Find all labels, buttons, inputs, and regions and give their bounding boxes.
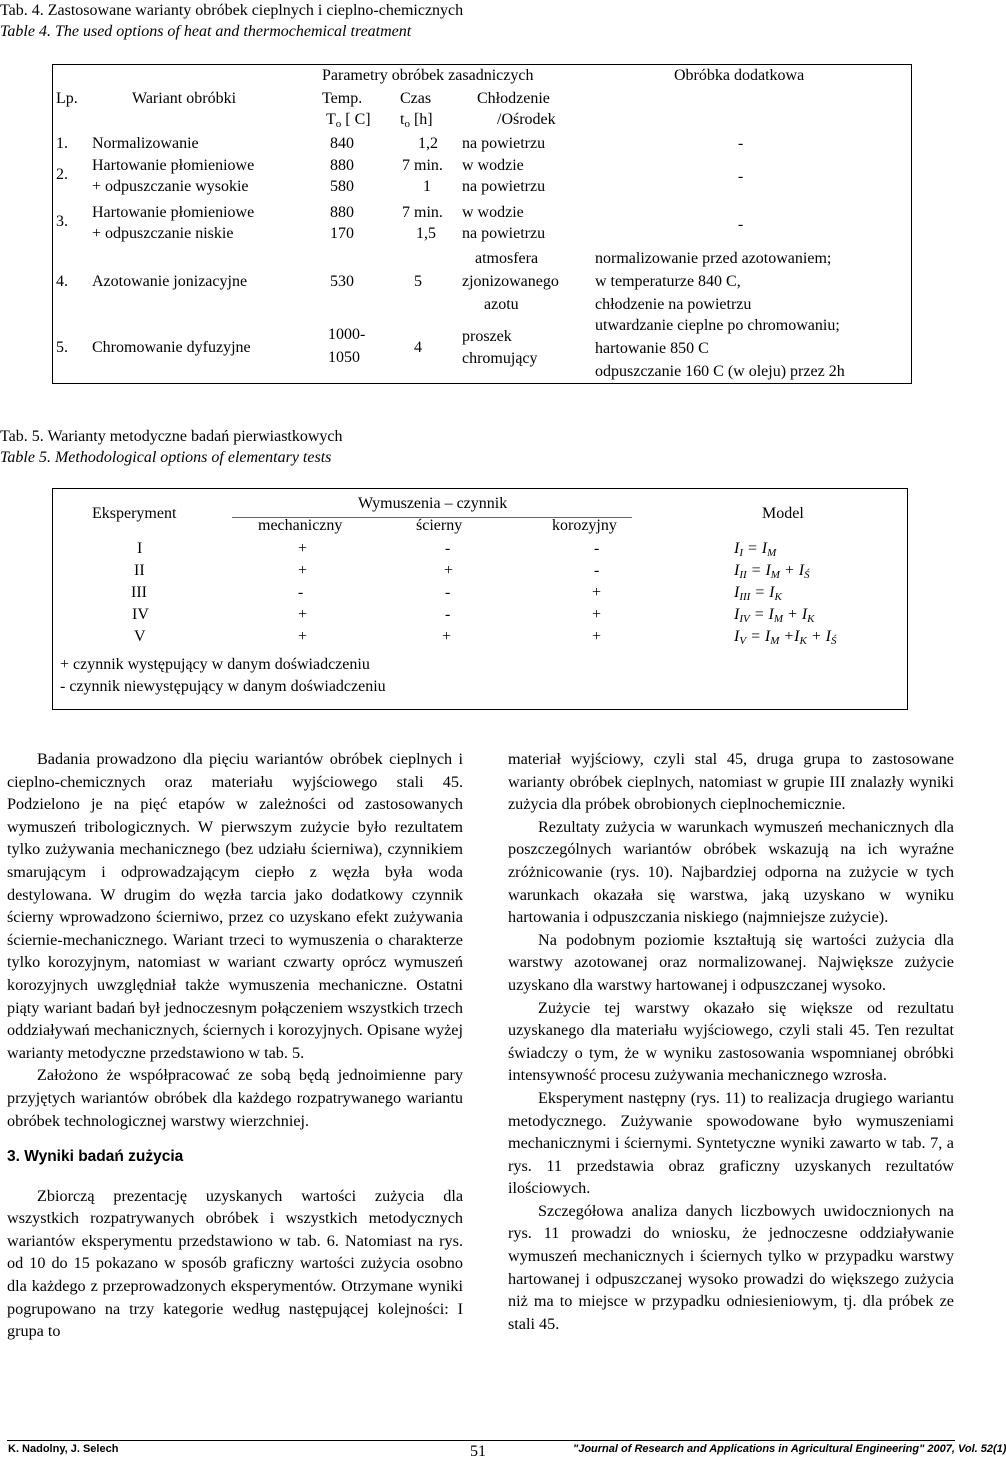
row4-name: Azotowanie jonizacyjne — [92, 273, 248, 290]
row4-time: 5 — [414, 273, 422, 290]
exp-row-2-k: - — [594, 562, 600, 579]
row2-cool-1: w wodzie — [462, 157, 524, 174]
row4-cool-1: atmosfera — [475, 250, 539, 267]
header-mechaniczny: mechaniczny — [258, 517, 343, 534]
row1-name: Normalizowanie — [92, 135, 199, 152]
row4-extra-3: chłodzenie na powietrzu — [595, 296, 752, 313]
row5-temp-2: 1050 — [328, 349, 360, 366]
exp-row-3-s: - — [445, 584, 451, 601]
row3-time-2: 1,5 — [416, 225, 436, 242]
row3-cool-1: w wodzie — [462, 204, 524, 221]
row3-time-1: 7 min. — [402, 204, 443, 221]
exp-row-4-m: + — [298, 606, 308, 623]
exp-row-5-s: + — [442, 628, 452, 645]
legend-plus: + czynnik występujący w danym doświadczeniu — [60, 656, 370, 673]
exp-row-3-k: + — [592, 584, 602, 601]
right-paragraph-1: materiał wyjściowy, czyli stal 45, druga grupa to zastosowane warianty obróbek cieplnych, natomiast w grupie III znalazły wyniki zużycia dla próbek obrobionych cieplnochemicznie. — [508, 750, 954, 814]
exp-row-2-model: $I_{II} = I_M + I_Ś$ — [734, 562, 810, 581]
row4-cool-2: zjonizowanego — [462, 273, 559, 290]
header-chlodzenie: Chłodzenie — [477, 90, 550, 107]
row1-time: 1,2 — [418, 135, 438, 152]
section-heading: 3. Wyniki badań zużycia — [7, 1148, 184, 1166]
row3-temp-1: 880 — [330, 204, 354, 221]
header-dodatkowa: Obróbka dodatkowa — [674, 67, 805, 84]
header-temp-unit: $T_o$ [ C] — [326, 111, 371, 130]
row5-extra-2: hartowanie 850 C — [595, 340, 709, 357]
row3-cool-2: na powietrzu — [462, 225, 546, 242]
right-paragraph-2: Rezultaty zużycia w warunkach wymuszeń mechanicznych dla poszczególnych wariantów obróbek wskazują na ich wyraźne zróżnicowanie (rys. 10). Najbardziej odporna na zużycie w tych warunkach okazała się warstwa, jaką uzyskano w wyniku hartowania i odpuszczania niskiego (najmniejsze zużycie). — [508, 817, 954, 927]
exp-row-1-model: $I_I = I_M$ — [734, 540, 777, 559]
exp-row-5-id: V — [134, 628, 146, 645]
row5-name: Chromowanie dyfuzyjne — [92, 339, 251, 356]
tab5-caption-pl: Tab. 5. Warianty metodyczne badań pierwiastkowych — [0, 428, 343, 445]
header-czas: Czas — [400, 90, 432, 107]
row4-extra-1: normalizowanie przed azotowaniem; — [595, 250, 832, 267]
header-wymuszenia: Wymuszenia – czynnik — [358, 495, 508, 512]
header-scierny: ścierny — [416, 517, 463, 534]
right-paragraph-6: Szczegółowa analiza danych liczbowych uwidocznionych na rys. 11 prowadzi do wniosku, że jednoczesne oddziaływanie wymuszeń mechanicznych i ściernych tylko w przypadku warstwy hartowanej i odpuszczanej wysoko prowadzi do większego zużycia niż ma to miejsce w przypadku odniesieniowym, tj. dla próbek ze stali 45. — [508, 1201, 954, 1333]
header-wariant: Wariant obróbki — [132, 90, 237, 107]
row5-extra-3: odpuszczanie 160 C (w oleju) przez 2h — [595, 363, 845, 380]
right-paragraph-4: Zużycie tej warstwy okazało się większe od rezultatu uzyskanego dla materiału wyjściowego, czyli stali 45. Ten rezultat świadczy o tym, że w wyniku zastosowania wspomnianej obróbki intensywność procesu zużywania mechanicznego wzrosła. — [508, 998, 954, 1085]
row4-lp: 4. — [56, 273, 68, 290]
row5-cool-1: proszek — [462, 328, 512, 345]
row4-cool-3: azotu — [484, 296, 519, 313]
left-paragraph-1: Badania prowadzono dla pięciu wariantów obróbek cieplnych i cieplno-chemicznych oraz materiału wyjściowego stali 45. Podzielono je na pięć etapów w zależności od zastosowanych wymuszeń tribologicznych. W pierwszym zużycie było rezultatem tylko zużywania mechanicznego (bez udziału ścierniwa), czynnikiem smarującym i odprowadzającym ciepło z węzła była woda destylowana. W drugim do węzła tarcia jako dodatkowy czynnik ścierny wprowadzono ścierniwo, przez co uzyskano efekt zużywania ściernie-mechanicznego. Wariant trzeci to wymuszenia o charakterze tylko korozyjnym, natomiast w wariant czwarty oprócz wymuszeń korozyjnych uwzględniał także wymuszenia mechaniczne. Ostatni piąty wariant badań był jednoczesnym połączeniem wszystkich trzech oddziaływań mechanicznych, ściernych i korozyjnych. Opisane wyżej warianty metodyczne przedstawiono w tab. 5. — [7, 750, 463, 1062]
tab4-caption-en: Table 4. The used options of heat and thermochemical treatment — [0, 23, 412, 40]
exp-row-1-id: I — [137, 540, 143, 557]
row2-time-1: 7 min. — [402, 157, 443, 174]
exp-row-5-m: + — [298, 628, 308, 645]
header-eksperyment: Eksperyment — [92, 505, 177, 522]
row3-name-2: + odpuszczanie niskie — [92, 225, 234, 242]
right-column — [508, 748, 954, 1335]
row3-temp-2: 170 — [330, 225, 354, 242]
tab5-caption-en: Table 5. Methodological options of elementary tests — [0, 449, 332, 466]
footer-authors: K. Nadolny, J. Selech — [8, 1443, 119, 1455]
row5-time: 4 — [414, 339, 422, 356]
row5-temp-1: 1000- — [328, 326, 366, 343]
row5-cool-2: chromujący — [462, 350, 538, 367]
row4-extra-2: w temperaturze 840 C, — [595, 273, 741, 290]
left-paragraph-3: Zbiorczą prezentację uzyskanych wartości zużycia dla wszystkich rozpatrywanych obróbek i wszystkich metodycznych wariantów eksperymentu przedstawiono w tab. 6. Natomiast na rys. od 10 do 15 pokazano w sposób graficzny wartości zużycia osobno dla każdego z przeprowadzonych eksperymentów. Otrzymane wyniki pogrupowano na trzy kategorie według następującej kolejności: I grupa to — [7, 1186, 463, 1341]
exp-row-2-s: + — [444, 562, 454, 579]
legend-minus: - czynnik niewystępujący w danym doświadczeniu — [60, 678, 386, 695]
exp-row-4-s: - — [445, 606, 451, 623]
row2-time-2: 1 — [423, 178, 431, 195]
row3-name-1: Hartowanie płomieniowe — [92, 204, 255, 221]
row1-temp: 840 — [330, 135, 354, 152]
exp-row-5-k: + — [592, 628, 602, 645]
exp-row-4-model: $I_{IV} = I_M + I_K$ — [734, 606, 815, 625]
right-paragraph-5: Eksperyment następny (rys. 11) to realizacja drugiego wariantu metodycznego. Zużywanie spowodowane było wymuszeniami mechanicznymi i ściernymi. Syntetyczne wyniki zawarto w tab. 7, a rys. 11 przedstawia obraz graficzny uzyskanych rezultatów ilościowych. — [508, 1088, 954, 1198]
header-lp: Lp. — [56, 90, 78, 107]
row1-lp: 1. — [56, 135, 68, 152]
exp-row-3-model: $I_{III} = I_K$ — [734, 584, 782, 603]
row2-cool-2: na powietrzu — [462, 178, 546, 195]
exp-row-3-id: III — [131, 584, 147, 601]
right-paragraph-3: Na podobnym poziomie kształtują się wartości zużycia dla warstwy azotowanej oraz normalizowanej. Największe zużycie uzyskano dla warstwy hartowanej i odpuszczanej wysoko. — [508, 930, 954, 994]
row1-cool: na powietrzu — [462, 135, 546, 152]
header-temp: Temp. — [322, 90, 363, 107]
row4-temp: 530 — [330, 273, 354, 290]
exp-row-1-m: + — [298, 540, 308, 557]
table-4 — [52, 64, 912, 384]
left-column — [7, 748, 463, 1343]
row5-extra-1: utwardzanie cieplne po chromowaniu; — [595, 317, 840, 334]
row2-temp-2: 580 — [330, 178, 354, 195]
row3-lp: 3. — [56, 213, 68, 230]
footer-journal: "Journal of Research and Applications in Agricultural Engineering" 2007, Vol. 52(1) — [573, 1443, 1006, 1455]
footer-rule — [7, 1440, 955, 1441]
tab4-caption-pl: Tab. 4. Zastosowane warianty obróbek cieplnych i cieplno-chemicznych — [0, 2, 464, 19]
header-korozyjny: korozyjny — [552, 517, 617, 534]
exp-row-5-model: $I_V = I_M +I_K + I_Ś$ — [734, 628, 837, 647]
page-number: 51 — [470, 1443, 486, 1460]
row3-extra: - — [738, 216, 744, 233]
row2-extra: - — [738, 168, 744, 185]
exp-row-4-k: + — [592, 606, 602, 623]
exp-row-3-m: - — [298, 584, 304, 601]
exp-row-1-s: - — [445, 540, 451, 557]
exp-row-4-id: IV — [132, 606, 149, 623]
exp-row-2-m: + — [298, 562, 308, 579]
header-model: Model — [762, 505, 804, 522]
row1-extra: - — [738, 135, 744, 152]
header-osrodek: /Ośrodek — [497, 111, 556, 128]
left-paragraph-2: Założono że współpracować ze sobą będą jednoimienne pary przyjętych wariantów obróbek dla każdego rozpatrywanego wariantu obróbek technologicznej warstwy wierzchniej. — [7, 1066, 463, 1130]
row5-lp: 5. — [56, 339, 68, 356]
header-params: Parametry obróbek zasadniczych — [322, 67, 534, 84]
exp-row-1-k: - — [594, 540, 600, 557]
table-5 — [52, 488, 908, 710]
row2-temp-1: 880 — [330, 157, 354, 174]
row2-name-2: + odpuszczanie wysokie — [92, 178, 249, 195]
row2-lp: 2. — [56, 166, 68, 183]
header-czas-unit: $t_o$ [h] — [400, 111, 433, 130]
row2-name-1: Hartowanie płomieniowe — [92, 157, 255, 174]
exp-row-2-id: II — [134, 562, 145, 579]
